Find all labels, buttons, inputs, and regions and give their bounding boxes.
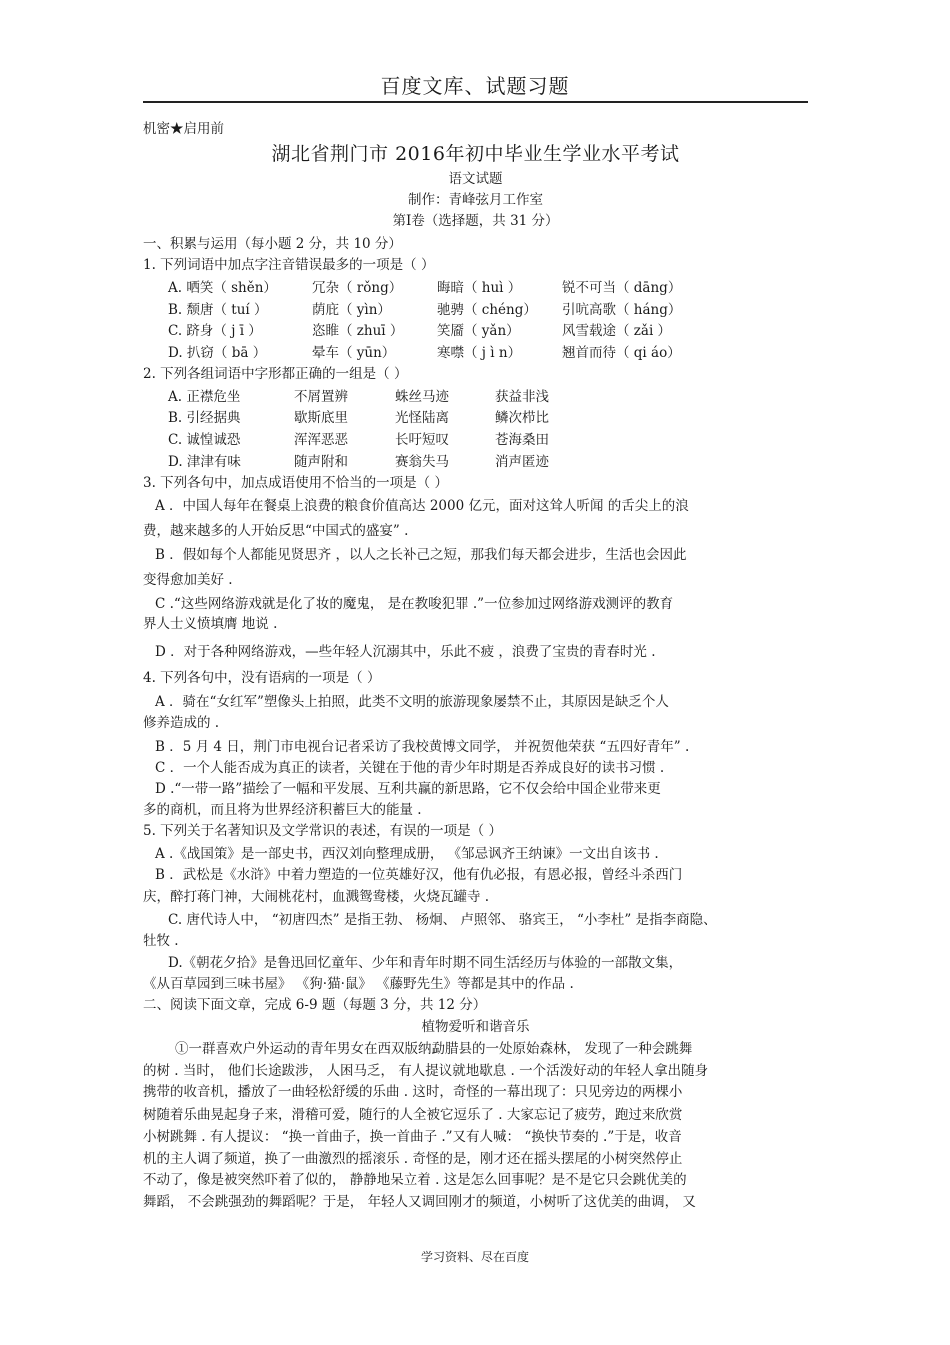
q2-option-c-4: 苍海桑田 bbox=[495, 432, 549, 448]
article-line: 小树跳舞 . 有人提议： “换一首曲子，换一首曲子 .”又有人喊： “换快节奏的 .”于是，收音 bbox=[143, 1129, 682, 1145]
q1-option-c-4: 风雪载途（ zǎi ） bbox=[562, 323, 672, 339]
q4-option-d-line-2: 多的商机，而且将为世界经济积蓄巨大的能量 . bbox=[143, 802, 422, 818]
q1-option-b-3: 驰骋（ chéng） bbox=[437, 302, 537, 318]
q5-option-c-line-1: C. 唐代诗人中， “初唐四杰” 是指王勃、 杨炯、 卢照邻、 骆宾王， “小李杜” 是指李商隐、 bbox=[168, 912, 717, 928]
q3-option-c-line-2: 界人士义愤填膺 地说 . bbox=[143, 616, 278, 632]
q2-option-d-3: 赛翁失马 bbox=[395, 454, 449, 470]
section-2-heading: 二、阅读下面文章，完成 6-9 题（每题 3 分，共 12 分） bbox=[143, 997, 487, 1013]
q4-option-d-line-1: D .“一带一路”描绘了一幅和平发展、互利共赢的新思路，它不仅会给中国企业带来更 bbox=[155, 781, 661, 797]
article-line: 不动了，像是被突然吓着了似的， 静静地呆立着 . 这是怎么回事呢？是不是它只会跳优美的 bbox=[143, 1172, 687, 1188]
article-title: 植物爱听和谐音乐 bbox=[421, 1019, 530, 1035]
q1-option-d-3: 寒噤（ j ì n） bbox=[437, 345, 522, 361]
q3-option-b-line-2: 变得愈加美好 . bbox=[143, 572, 233, 588]
q1-option-b-2: 荫庇（ yìn） bbox=[312, 302, 391, 318]
q5-option-a-line-1: A .《战国策》是一部史书，西汉刘向整理成册， 《邹忌讽齐王纳谏》一文出自该书 . bbox=[155, 846, 659, 862]
q3-option-d-line-1: D ．对于各种网络游戏，—些年轻人沉溺其中，乐此不疲 ，浪费了宝贵的青春时光 . bbox=[155, 644, 656, 660]
q2-option-d-2: 随声附和 bbox=[294, 454, 348, 470]
confidential-mark: 机密★启用前 bbox=[143, 121, 224, 137]
q1-option-a-3: 晦暗（ huì ） bbox=[437, 280, 522, 296]
question-2-stem: 2. 下列各组词语中字形都正确的一组是（ ） bbox=[143, 366, 408, 382]
q2-option-a-4: 获益非浅 bbox=[495, 389, 549, 405]
section-1-heading: 一、积累与运用（每小题 2 分，共 10 分） bbox=[143, 236, 402, 252]
q3-option-a-line-2: 费，越来越多的人开始反思“中国式的盛宴” . bbox=[143, 523, 409, 539]
header-divider bbox=[143, 101, 808, 103]
q2-option-b-1: B. 引经据典 bbox=[168, 410, 241, 426]
q2-option-a-3: 蛛丝马迹 bbox=[395, 389, 449, 405]
question-5-stem: 5. 下列关于名著知识及文学常识的表述，有误的一项是（ ） bbox=[143, 823, 502, 839]
q1-option-a-1: A. 哂笑（ shěn） bbox=[168, 280, 277, 296]
q1-option-d-2: 晕车（ yūn） bbox=[312, 345, 396, 361]
q3-option-a-line-1: A ．中国人每年在餐桌上浪费的粮食价值高达 2000 亿元，面对这耸人听闻 的舌尖上的浪 bbox=[155, 498, 689, 514]
q2-option-a-2: 不屑置辨 bbox=[294, 389, 348, 405]
question-4-stem: 4. 下列各句中，没有语病的一项是（ ） bbox=[143, 670, 381, 686]
article-line: 舞蹈， 不会跳强劲的舞蹈呢？于是， 年轻人又调回刚才的频道，小树听了这优美的曲调， 又 bbox=[143, 1194, 696, 1210]
q4-option-c-line-1: C ．一个人能否成为真正的读者，关键在于他的青少年时期是否养成良好的读书习惯 . bbox=[155, 760, 665, 776]
article-line: 携带的收音机，播放了一曲轻松舒缓的乐曲 . 这时，奇怪的一幕出现了：只见旁边的两棵小 bbox=[143, 1084, 683, 1100]
q2-option-b-4: 鳞次栉比 bbox=[495, 410, 549, 426]
q5-option-c-line-2: 牡牧 . bbox=[143, 933, 179, 949]
exam-title: 湖北省荆门市 2016年初中毕业生学业水平考试 bbox=[271, 143, 680, 165]
q1-option-c-1: C. 跻身（ j ī ） bbox=[168, 323, 262, 339]
q5-option-d-line-1: D.《朝花夕拾》是鲁迅回忆童年、少年和青年时期不同生活经历与体验的一部散文集， bbox=[168, 955, 683, 971]
article-line: ①一群喜欢户外运动的青年男女在西双版纳勐腊县的一处原始森林， 发现了一种会跳舞 bbox=[175, 1041, 693, 1057]
q2-option-c-2: 浑浑恶恶 bbox=[294, 432, 348, 448]
question-1-stem: 1. 下列词语中加点字注音错误最多的一项是（ ） bbox=[143, 257, 435, 273]
q2-option-c-1: C. 诚惶诚恐 bbox=[168, 432, 241, 448]
footer-text: 学习资料、尽在百度 bbox=[420, 1250, 529, 1264]
q2-option-a-1: A. 正襟危坐 bbox=[168, 389, 241, 405]
q5-option-b-line-2: 庆，醉打蒋门神，大闹桃花村，血溅鸳鸯楼，火烧瓦罐寺 . bbox=[143, 889, 490, 905]
q4-option-a-line-1: A ．骑在“女红军”塑像头上拍照，此类不文明的旅游现象屡禁不止，其原因是缺乏个人 bbox=[155, 694, 669, 710]
q2-option-c-3: 长吁短叹 bbox=[395, 432, 449, 448]
q3-option-c-line-1: C .“这些网络游戏就是化了妆的魔鬼， 是在教唆犯罪 .”一位参加过网络游戏测评的教育 bbox=[155, 596, 674, 612]
q1-option-b-4: 引吭高歌（ háng） bbox=[562, 302, 682, 318]
q1-option-d-4: 翘首而待（ qi áo） bbox=[562, 345, 681, 361]
volume-title: 第Ⅰ卷（选择题，共 31 分） bbox=[392, 213, 559, 229]
q2-option-d-1: D. 津津有味 bbox=[168, 454, 241, 470]
q2-option-b-3: 光怪陆离 bbox=[395, 410, 449, 426]
producer-line: 制作：青峰弦月工作室 bbox=[408, 192, 543, 208]
q1-option-c-3: 笑靥（ yǎn） bbox=[437, 323, 520, 339]
header-title: 百度文库、试题习题 bbox=[380, 74, 570, 98]
subject-title: 语文试题 bbox=[448, 171, 503, 187]
q1-option-c-2: 恣睢（ zhuī ） bbox=[312, 323, 404, 339]
q5-option-d-line-2: 《从百草园到三味书屋》 《狗·猫·鼠》 《藤野先生》等都是其中的作品 . bbox=[143, 976, 574, 992]
q5-option-b-line-1: B ．武松是《水浒》中着力塑造的一位英雄好汉，他有仇必报，有恩必报，曾经斗杀西门 bbox=[155, 867, 683, 883]
q4-option-a-line-2: 修养造成的 . bbox=[143, 715, 220, 731]
q4-option-b-line-1: B ．5 月 4 日，荆门市电视台记者采访了我校黄博文同学， 并祝贺他荣获 “五四好青年” . bbox=[155, 739, 690, 755]
q1-option-d-1: D. 扒窃（ bā ） bbox=[168, 345, 267, 361]
q2-option-d-4: 消声匿迹 bbox=[495, 454, 549, 470]
q2-option-b-2: 歇斯底里 bbox=[294, 410, 348, 426]
q3-option-b-line-1: B ．假如每个人都能见贤思齐 ，以人之长补己之短，那我们每天都会进步，生活也会因此 bbox=[155, 547, 687, 563]
question-3-stem: 3. 下列各句中，加点成语使用不恰当的一项是（ ） bbox=[143, 475, 448, 491]
q1-option-b-1: B. 颓唐（ tuí ） bbox=[168, 302, 268, 318]
q1-option-a-4: 锐不可当（ dāng） bbox=[562, 280, 682, 296]
q1-option-a-2: 冗杂（ rǒng） bbox=[312, 280, 403, 296]
article-line: 树随着乐曲晃起身子来，滑稽可爱，随行的人全被它逗乐了 . 大家忘记了疲劳，跑过来欣赏 bbox=[143, 1107, 683, 1123]
article-line: 机的主人调了频道，换了一曲激烈的摇滚乐 . 奇怪的是，刚才还在摇头摆尾的小树突然停止 bbox=[143, 1151, 683, 1167]
article-line: 的树 . 当时， 他们长途跋涉， 人困马乏， 有人提议就地歇息 . 一个活泼好动的年轻人拿出随身 bbox=[143, 1063, 709, 1079]
